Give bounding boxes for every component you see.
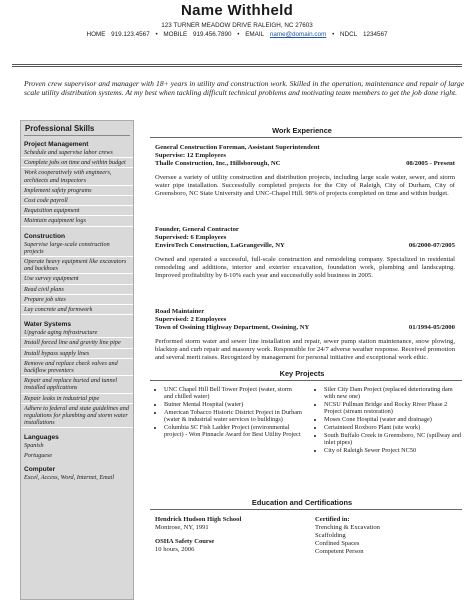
home-phone: 919.123.4567 <box>111 31 150 38</box>
job-entry <box>155 144 455 199</box>
skill-item: Spanish <box>24 442 44 450</box>
skill-item: Prepare job sites <box>21 296 133 305</box>
key-projects-divider <box>150 380 462 381</box>
project-item: • UNC Chapel Hill Bell Tower Project (water, storm and chilled water) <box>164 386 302 401</box>
project-item: • South Buffalo Creek in Greensboro, NC (spillway and inlet pipes) <box>324 432 462 447</box>
candidate-name: Name Withheld <box>180 2 294 19</box>
education-divider <box>150 509 462 510</box>
header-divider-top <box>12 64 462 65</box>
job-dates: 06/2000-07/2005 <box>408 242 455 249</box>
job-company: Thalle Construction, Inc., Hillsborough, NC <box>155 160 281 167</box>
job-description: Oversee a variety of utility construction and distribution projects, including large scale water, sewer, and storm water pipe installation. Successfully completed projects for the City of Raleigh, City of Durham, City of Greensboro, NC State University and UNC-Chapel Hill. 98% of projects completed on time and within budget. <box>155 174 455 198</box>
skill-item: Schedule and supervise labor crews <box>21 149 133 158</box>
certified-heading: Certified in: <box>315 516 350 523</box>
job-description: Owned and operated a successful, full-scale construction and remodeling company. Specialized in residential remodeling and additions, interior and exterior excavation, foundation work, plumbing and landscaping. Improved profitability by 8-10% each year and successfully sold business in 2005. <box>155 256 455 280</box>
skills-divider <box>24 135 130 136</box>
home-label: HOME <box>86 31 106 38</box>
education-title: Education and Certifications <box>251 498 353 507</box>
project-item: • American Tobacco Historic District Project in Durham (water & industrial water services to buildings) <box>164 409 302 424</box>
project-item: • NCSU Pullman Bridge and Rocky River Phase 2 Project (stream restoration) <box>324 401 462 416</box>
skills-section-heading: Construction <box>24 232 66 240</box>
certification-item: Trenching & Excavation <box>315 524 380 531</box>
skill-item: Repair and replace buried and tunnel installed applications <box>21 377 133 393</box>
skills-section <box>21 434 133 459</box>
skill-item: Read civil plans <box>21 286 133 295</box>
job-description: Performed storm water and sewer line installation and repair, sewer pump station maintenance, snow plowing, blacktop and curb repair and masonry work. Responsible for 24/7 adverse weather response. Received promotion and several merit raises. Recognized by management for personal initiative and exceptional work ethic. <box>155 338 455 362</box>
job-dates: 01/1994-05/2000 <box>408 324 455 331</box>
skill-item: Requisition equipment <box>21 207 133 216</box>
skill-item: Use survey equipment <box>21 275 133 284</box>
skills-section-heading: Languages <box>24 434 59 442</box>
skills-section <box>21 466 133 482</box>
skill-item: Cost code payroll <box>21 197 133 206</box>
contact-line: HOME 919.123.4567 • MOBILE 919.456.7890 • EMAIL name@domain.com • NDCL 1234567 <box>86 31 388 38</box>
education-right-column <box>315 516 465 556</box>
skill-item: Install forced line and gravity line pipe <box>21 339 133 348</box>
skill-item: Repair leaks in industrial pipe <box>21 395 133 404</box>
project-item: • City of Raleigh Sewer Project NC50 <box>324 447 462 454</box>
skill-item: Portuguese <box>24 451 53 459</box>
education-left-column <box>155 516 305 554</box>
skills-section <box>21 141 133 227</box>
skills-section <box>21 233 133 316</box>
professional-summary: Proven crew supervisor and manager with 18+ years in utility and construction work. Skilled in the operation, maintenance and repair of large scale utility distribution systems. At my best when tackling difficult technical problems and motivating team members to get the job done right. <box>24 79 464 98</box>
skill-item: Complete jobs on time and within budget <box>21 159 133 168</box>
skills-list <box>21 141 133 488</box>
job-title: Founder, General Contractor <box>155 226 239 233</box>
skills-section-heading: Computer <box>24 465 56 473</box>
skill-item: Install bypass supply lines <box>21 350 133 359</box>
skills-sidebar <box>20 120 134 600</box>
skill-item: Excel, Access, Word, Internet, Email <box>24 473 115 481</box>
course-detail: 10 hours, 2006 <box>155 546 195 553</box>
skills-section-heading: Project Management <box>24 141 89 148</box>
job-company: Town of Ossining Highway Department, Ossining, NY <box>155 324 310 331</box>
mobile-label: MOBILE <box>163 31 188 38</box>
skill-item: Maintain equipment logs <box>21 217 133 226</box>
job-supervise: Supervised: 2 Employees <box>155 316 227 323</box>
certification-item: Scaffolding <box>315 532 346 539</box>
school-detail: Montrose, NY, 1991 <box>155 524 209 531</box>
certification-list <box>315 524 465 556</box>
certification-item: Competent Person <box>315 548 364 555</box>
skill-item: Upgrade aging infrastructure <box>21 329 133 338</box>
projects-left-column <box>152 386 302 439</box>
project-item: • Columbia SC Fish Ladder Project (environmental project) - Won Pinnacle Award for Best Utility Project <box>164 424 302 439</box>
address-line: 123 TURNER MEADOW DRIVE RALEIGH, NC 27603 <box>161 22 313 29</box>
skill-item: Remove and replace check valves and backflow preventers <box>21 360 133 376</box>
work-experience-title: Work Experience <box>272 126 332 135</box>
header-divider-bottom <box>12 66 462 67</box>
skills-title: Professional Skills <box>25 124 95 133</box>
job-title: Road Maintainer <box>155 308 205 315</box>
email-label: EMAIL <box>245 31 265 38</box>
school-name: Hendrick Hudson High School <box>155 516 242 523</box>
ndcl-number: 1234567 <box>362 31 388 38</box>
job-title: General Construction Foreman, Assistant Superintendent <box>155 144 320 151</box>
key-projects-title: Key Projects <box>279 369 325 378</box>
skill-item: Work cooperatively with engineers, architects and inspectors <box>21 169 133 185</box>
email-link[interactable]: name@domain.com <box>269 31 327 38</box>
job-entry <box>155 226 455 281</box>
projects-right-column <box>312 386 462 455</box>
project-item: • Butner Mental Hospital (water) <box>164 401 302 408</box>
skill-item: Supervise large-scale construction projects <box>21 241 133 257</box>
skills-section-heading: Water Systems <box>24 321 72 329</box>
skill-item: Implement safety programs <box>21 187 133 196</box>
certification-item: Confined Spaces <box>315 540 360 547</box>
ndcl-label: NDCL <box>340 31 358 38</box>
job-supervise: Supervise: 12 Employees <box>155 152 226 159</box>
job-company: EnviroTech Construction, LaGrangeville, NY <box>155 242 285 249</box>
skill-item: Adhere to federal and state guidelines and regulations for plumbing and storm water installations <box>21 405 133 429</box>
project-item: • Siler City Dam Project (replaced deteriorating dam with new one) <box>324 386 462 401</box>
job-entry <box>155 308 455 363</box>
work-experience-divider <box>150 137 462 138</box>
job-supervise: Supervised: 6 Employees <box>155 234 227 241</box>
mobile-phone: 919.456.7890 <box>192 31 232 38</box>
course-name: OSHA Safety Course <box>155 538 215 545</box>
project-item: • Certainteed Roxboro Plant (site work) <box>324 424 462 431</box>
project-item: • Moses Cone Hospital (water and drainage) <box>324 416 462 423</box>
skill-item: Operate heavy equipment like excavators and backhoes <box>21 258 133 274</box>
skills-section <box>21 321 133 428</box>
skill-item: Lay concrete and formwork <box>21 306 133 315</box>
job-dates: 08/2005 - Present <box>406 160 455 167</box>
